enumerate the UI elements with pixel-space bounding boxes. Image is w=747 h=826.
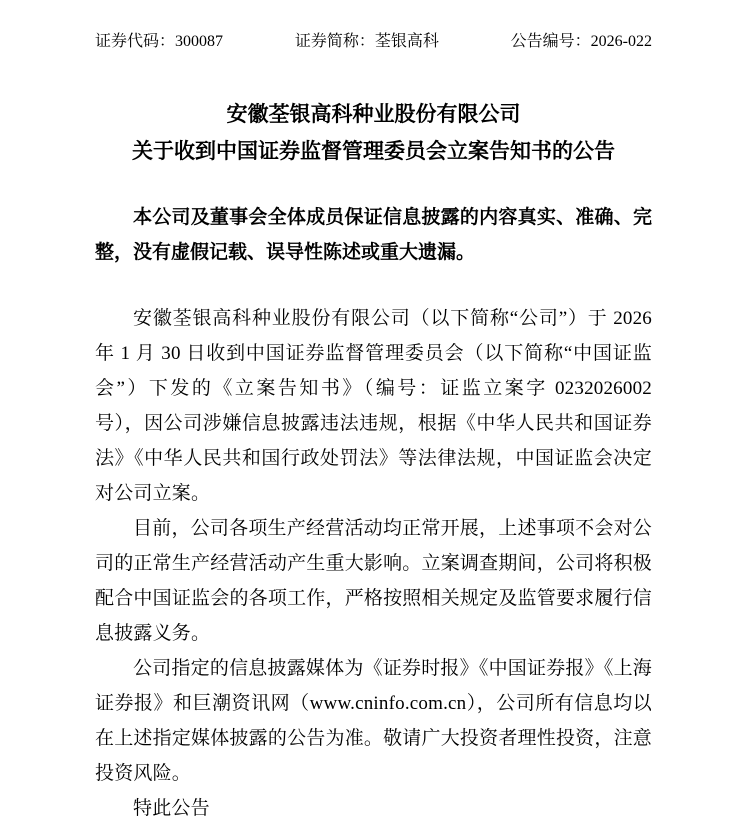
document-header (95, 34, 652, 50)
closing-statement: 特此公告 (133, 798, 210, 819)
stock-name (295, 34, 439, 50)
stock-code-label: 证券代码： (95, 33, 176, 50)
company-name: 安徽荃银高科种业股份有限公司 (226, 102, 521, 126)
stock-name-label: 证券简称： (294, 33, 375, 50)
announcement-number-value: 2026-022 (590, 33, 652, 50)
stock-name-value: 荃银高科 (374, 33, 439, 50)
board-disclaimer: 本公司及董事会全体成员保证信息披露的内容真实、准确、完整，没有虚假记载、误导性陈述或重大遗漏。 (95, 207, 652, 263)
announcement-number-label: 公告编号： (510, 33, 591, 50)
announcement-subject: 关于收到中国证券监督管理委员会立案告知书的公告 (132, 139, 615, 163)
document-title (95, 96, 652, 170)
body-paragraph-operations-impact: 目前，公司各项生产经营活动均正常开展，上述事项不会对公司的正常生产经营活动产生重大影响。立案调查期间，公司将积极配合中国证监会的各项工作，严格按照相关规定及监管要求履行信息披露义务。 (95, 518, 652, 644)
stock-code (95, 34, 223, 50)
body-paragraph-case-filing: 安徽荃银高科种业股份有限公司（以下简称“公司”）于 2026 年 1 月 30 日收到中国证券监督管理委员会（以下简称“中国证监会”）下发的《立案告知书》（编号：证监立案字 0232026002 号），因公司涉嫌信息披露违法违规，根据《中华人民共和国证券法》《中华人民共和国行政处罚法》等法律法规，中国证监会决定对公司立案。 (95, 308, 652, 504)
announcement-number (511, 34, 652, 50)
stock-code-value: 300087 (175, 33, 224, 50)
body-paragraph-disclosure-media: 公司指定的信息披露媒体为《证券时报》《中国证券报》《上海证券报》和巨潮资讯网（www.cninfo.com.cn），公司所有信息均以在上述指定媒体披露的公告为准。敬请广大投资者理性投资，注意投资风险。 (95, 658, 652, 784)
